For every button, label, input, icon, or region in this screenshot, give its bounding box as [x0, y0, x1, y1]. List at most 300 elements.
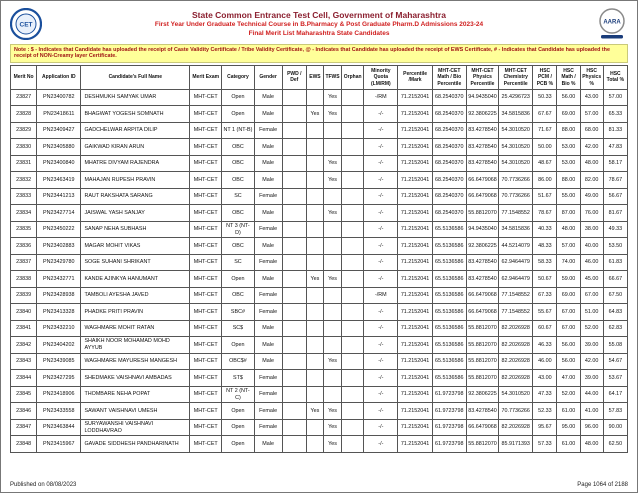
table-cell	[282, 320, 306, 337]
table-cell: Male	[254, 353, 282, 370]
table-cell: 71.2152041	[398, 304, 432, 321]
table-cell: Yes	[323, 419, 341, 436]
table-cell: 57.00	[603, 89, 627, 106]
table-cell: Yes	[323, 155, 341, 172]
table-cell: 71.2152041	[398, 89, 432, 106]
table-cell: 45.00	[580, 271, 603, 288]
table-cell: 48.33	[533, 238, 557, 255]
table-cell: 51.67	[533, 188, 557, 205]
table-header-row	[11, 65, 628, 89]
table-cell: BHAGWAT YOGESH SOMNATH	[81, 106, 190, 123]
table-cell: 82.00	[580, 172, 603, 189]
table-cell: 68.00	[580, 122, 603, 139]
table-cell: 56.00	[557, 89, 580, 106]
table-cell: 23844	[11, 370, 37, 387]
table-cell: OBC	[222, 155, 254, 172]
table-cell: 34.5815836	[499, 106, 533, 123]
column-header: MHT-CET Math / Bio Percentile	[432, 65, 466, 89]
table-cell: 71.2152041	[398, 370, 432, 387]
table-cell: SBC#	[222, 304, 254, 321]
table-cell: 64.83	[603, 304, 627, 321]
table-cell: 90.00	[603, 419, 627, 436]
table-cell: 82.2026928	[499, 370, 533, 387]
table-cell: 52.33	[533, 403, 557, 420]
table-cell	[323, 370, 341, 387]
table-cell: 65.5136586	[432, 353, 466, 370]
table-cell: MHT-CET	[190, 370, 222, 387]
table-cell: Female	[254, 403, 282, 420]
table-cell: OBC	[222, 238, 254, 255]
table-cell: PN23405880	[37, 139, 81, 156]
table-cell: 62.50	[603, 436, 627, 453]
table-cell: MHT-CET	[190, 287, 222, 304]
table-cell	[306, 353, 323, 370]
table-cell: 83.4278540	[466, 122, 498, 139]
table-cell: 67.00	[557, 320, 580, 337]
table-cell: 43.00	[580, 89, 603, 106]
table-cell: 55.8812070	[466, 320, 498, 337]
table-cell: 92.3806225	[466, 106, 498, 123]
table-cell: Yes	[323, 89, 341, 106]
table-cell: 23839	[11, 287, 37, 304]
table-cell: 23842	[11, 337, 37, 354]
table-cell: 23840	[11, 304, 37, 321]
table-cell: KANDE AJINKYA HANUMANT	[81, 271, 190, 288]
table-row	[11, 221, 628, 238]
table-cell: 54.3010520	[499, 139, 533, 156]
page-footer	[10, 480, 628, 488]
table-cell: 78.67	[533, 205, 557, 222]
table-cell: ST$	[222, 370, 254, 387]
table-cell	[342, 353, 364, 370]
table-cell: 59.00	[557, 271, 580, 288]
table-cell: 39.00	[580, 370, 603, 387]
table-cell	[306, 436, 323, 453]
table-cell: JAISWAL YASH SANJAY	[81, 205, 190, 222]
table-cell: 71.2152041	[398, 139, 432, 156]
table-cell: MHT-CET	[190, 304, 222, 321]
table-cell	[342, 238, 364, 255]
table-cell: -/-	[364, 205, 398, 222]
table-cell: 55.00	[557, 188, 580, 205]
column-header: Merit Exam	[190, 65, 222, 89]
table-cell: PN23450222	[37, 221, 81, 238]
table-cell	[342, 188, 364, 205]
table-cell: 53.50	[603, 238, 627, 255]
table-cell: -/-	[364, 155, 398, 172]
table-cell: 66.6479068	[466, 287, 498, 304]
table-cell: 46.00	[580, 254, 603, 271]
table-cell: 48.00	[580, 155, 603, 172]
table-cell	[282, 155, 306, 172]
table-cell: Male	[254, 172, 282, 189]
table-cell: 53.00	[557, 139, 580, 156]
table-cell	[282, 419, 306, 436]
table-cell	[342, 287, 364, 304]
table-cell: 65.5136586	[432, 238, 466, 255]
table-cell: 47.00	[557, 370, 580, 387]
table-cell	[323, 188, 341, 205]
table-cell	[282, 205, 306, 222]
table-cell: PN23433558	[37, 403, 81, 420]
table-row	[11, 254, 628, 271]
table-cell: Male	[254, 106, 282, 123]
table-cell: MHT-CET	[190, 254, 222, 271]
table-cell	[342, 221, 364, 238]
table-cell	[342, 271, 364, 288]
table-cell: 23836	[11, 238, 37, 255]
column-header: TFWS	[323, 65, 341, 89]
table-cell: 23845	[11, 386, 37, 403]
table-cell	[342, 436, 364, 453]
table-cell: MHT-CET	[190, 155, 222, 172]
table-cell: PN23415967	[37, 436, 81, 453]
table-cell	[282, 238, 306, 255]
table-cell: Male	[254, 436, 282, 453]
table-cell: 92.3806225	[466, 238, 498, 255]
table-cell: 56.00	[557, 353, 580, 370]
table-cell: 65.5136586	[432, 254, 466, 271]
table-cell: 68.2540370	[432, 205, 466, 222]
table-cell	[306, 122, 323, 139]
table-cell	[342, 419, 364, 436]
table-cell: Female	[254, 304, 282, 321]
table-cell: 55.8812070	[466, 353, 498, 370]
table-cell: 48.67	[533, 155, 557, 172]
table-cell: DESHMUKH SAMYAK UMAR	[81, 89, 190, 106]
table-cell: PN23413328	[37, 304, 81, 321]
table-cell	[323, 122, 341, 139]
table-cell: Open	[222, 403, 254, 420]
table-cell: MAGAR MOHIT VIKAS	[81, 238, 190, 255]
table-cell: Yes	[323, 106, 341, 123]
table-cell: Open	[222, 271, 254, 288]
table-cell: 57.33	[533, 436, 557, 453]
table-cell: MHT-CET	[190, 221, 222, 238]
table-cell: 71.2152041	[398, 436, 432, 453]
table-cell: 67.00	[580, 287, 603, 304]
page-number: Page 1064 of 2188	[577, 482, 628, 488]
table-cell: SHEDMAKE VAISHNAVI AMBADAS	[81, 370, 190, 387]
table-cell: 66.6479068	[466, 172, 498, 189]
table-cell: -/-	[364, 353, 398, 370]
table-cell: 82.2026928	[499, 320, 533, 337]
table-cell: -/-	[364, 370, 398, 387]
table-cell: OBC	[222, 205, 254, 222]
table-cell: PN23409427	[37, 122, 81, 139]
table-cell: 81.67	[603, 205, 627, 222]
table-cell: 42.00	[580, 353, 603, 370]
table-row	[11, 238, 628, 255]
table-cell: 65.5136586	[432, 337, 466, 354]
table-cell: -/RM	[364, 89, 398, 106]
table-cell: THOMBARE NEHA POPAT	[81, 386, 190, 403]
table-cell: 66.6479068	[466, 304, 498, 321]
table-cell: 78.67	[603, 172, 627, 189]
table-cell: 38.00	[580, 221, 603, 238]
table-cell: 50.00	[533, 139, 557, 156]
table-cell: 44.5214079	[499, 238, 533, 255]
table-cell: Male	[254, 205, 282, 222]
table-cell: 62.83	[603, 320, 627, 337]
table-cell: -/-	[364, 403, 398, 420]
table-cell: 71.2152041	[398, 403, 432, 420]
table-cell: 71.2152041	[398, 188, 432, 205]
table-row	[11, 155, 628, 172]
table-cell: Male	[254, 271, 282, 288]
table-cell: 65.33	[603, 106, 627, 123]
table-cell: 55.8812070	[466, 337, 498, 354]
table-cell: -/-	[364, 172, 398, 189]
table-cell: 68.2540370	[432, 188, 466, 205]
table-cell: 65.5136586	[432, 370, 466, 387]
table-cell: 83.4278540	[466, 254, 498, 271]
table-cell: 52.00	[580, 320, 603, 337]
table-cell: SAWANT VAISHNAVI UMESH	[81, 403, 190, 420]
table-cell	[282, 89, 306, 106]
table-cell: 61.9723798	[432, 419, 466, 436]
table-cell: MHT-CET	[190, 205, 222, 222]
table-cell: 83.4278540	[466, 155, 498, 172]
table-cell: Open	[222, 337, 254, 354]
table-cell: SC	[222, 254, 254, 271]
table-cell: 55.67	[533, 304, 557, 321]
table-cell: 49.33	[603, 221, 627, 238]
table-cell: RAUT RAKSHATA SARANG	[81, 188, 190, 205]
table-cell: SC$	[222, 320, 254, 337]
table-cell: 71.2152041	[398, 271, 432, 288]
table-cell: 23846	[11, 403, 37, 420]
table-cell: 58.33	[533, 254, 557, 271]
aara-logo-icon	[596, 7, 628, 41]
table-cell	[306, 320, 323, 337]
table-cell: 54.3010520	[499, 155, 533, 172]
table-cell: SC	[222, 188, 254, 205]
table-cell: 82.2026928	[499, 353, 533, 370]
table-cell: 77.1548552	[499, 287, 533, 304]
table-cell	[323, 320, 341, 337]
table-cell	[342, 304, 364, 321]
table-cell: Male	[254, 337, 282, 354]
cet-logo-icon	[10, 7, 42, 41]
table-row	[11, 304, 628, 321]
table-cell: 71.2152041	[398, 254, 432, 271]
table-cell	[342, 386, 364, 403]
table-cell: -/-	[364, 304, 398, 321]
table-cell: GAIKWAD KIRAN ARUN	[81, 139, 190, 156]
column-header: Application ID	[37, 65, 81, 89]
table-cell: OBC	[222, 139, 254, 156]
table-cell: PN23400840	[37, 155, 81, 172]
table-cell: 23841	[11, 320, 37, 337]
table-cell	[282, 188, 306, 205]
table-cell: 66.6479068	[466, 419, 498, 436]
table-cell: 49.00	[580, 188, 603, 205]
table-cell: 88.00	[557, 172, 580, 189]
table-cell: PN23427295	[37, 370, 81, 387]
table-cell: Yes	[323, 172, 341, 189]
table-cell: NT 3 (NT-D)	[222, 221, 254, 238]
table-cell: 61.9723798	[432, 403, 466, 420]
table-row	[11, 287, 628, 304]
table-cell: MHT-CET	[190, 403, 222, 420]
table-cell: -/-	[364, 419, 398, 436]
table-row	[11, 271, 628, 288]
table-cell: PN23463844	[37, 419, 81, 436]
table-cell: WAGHMARE MAYURESH MANGESH	[81, 353, 190, 370]
table-cell: SOGE SUHANI SHRIKANT	[81, 254, 190, 271]
table-cell: 67.67	[533, 106, 557, 123]
table-cell: MHT-CET	[190, 337, 222, 354]
table-cell	[342, 205, 364, 222]
table-cell: GADCHELWAR ARPITA DILIP	[81, 122, 190, 139]
table-cell: -/-	[364, 139, 398, 156]
table-cell: 68.2540370	[432, 139, 466, 156]
table-cell: 47.33	[533, 386, 557, 403]
table-cell: 82.2026928	[499, 337, 533, 354]
table-cell: MAHAJAN RUPESH PRAVIN	[81, 172, 190, 189]
table-cell: MHT-CET	[190, 122, 222, 139]
table-cell: 71.67	[533, 122, 557, 139]
page-subtitle-2: Final Merit List Maharashtra State Candidates	[248, 30, 390, 38]
column-header: HSC Math / Bio %	[557, 65, 580, 89]
table-cell: 55.8812070	[466, 436, 498, 453]
column-header: HSC Total %	[603, 65, 627, 89]
table-cell: 50.67	[533, 271, 557, 288]
table-cell: 40.33	[533, 221, 557, 238]
table-cell	[306, 370, 323, 387]
table-cell: 71.2152041	[398, 106, 432, 123]
table-cell	[342, 106, 364, 123]
table-cell: 83.4278540	[466, 139, 498, 156]
table-cell	[342, 155, 364, 172]
table-cell: 47.83	[603, 139, 627, 156]
table-cell: TAMBOLI AYESHA JAVED	[81, 287, 190, 304]
table-cell: 23830	[11, 139, 37, 156]
table-cell: Yes	[306, 271, 323, 288]
table-cell: 92.3806225	[466, 386, 498, 403]
table-cell	[282, 304, 306, 321]
table-row	[11, 436, 628, 453]
table-cell: 68.2540370	[432, 106, 466, 123]
table-cell: 39.00	[580, 337, 603, 354]
table-cell	[282, 386, 306, 403]
table-cell: 71.2152041	[398, 221, 432, 238]
table-cell: 50.33	[533, 89, 557, 106]
table-cell: 25.4296723	[499, 89, 533, 106]
column-header: HSC PCM / PCB %	[533, 65, 557, 89]
table-cell: 96.00	[580, 419, 603, 436]
table-row	[11, 370, 628, 387]
table-cell: PN23400782	[37, 89, 81, 106]
table-cell: 68.2540370	[432, 122, 466, 139]
table-cell: 65.5136586	[432, 287, 466, 304]
table-cell: PN23441213	[37, 188, 81, 205]
table-cell	[282, 106, 306, 123]
table-cell: OBC	[222, 172, 254, 189]
table-row	[11, 172, 628, 189]
table-cell: Yes	[323, 271, 341, 288]
table-cell: 23848	[11, 436, 37, 453]
table-cell	[342, 89, 364, 106]
table-cell: 67.50	[603, 287, 627, 304]
table-cell: 54.67	[603, 353, 627, 370]
table-row	[11, 106, 628, 123]
table-cell: 69.00	[557, 287, 580, 304]
table-cell: 57.00	[557, 238, 580, 255]
table-cell: 95.00	[557, 419, 580, 436]
table-body	[11, 89, 628, 452]
aara-logo-text: AARA	[603, 19, 621, 26]
table-cell: Open	[222, 89, 254, 106]
table-cell: PN23432771	[37, 271, 81, 288]
column-header: HSC Physics %	[580, 65, 603, 89]
table-cell: -/-	[364, 254, 398, 271]
column-header: MHT-CET Chemistry Percentile	[499, 65, 533, 89]
table-cell: Female	[254, 122, 282, 139]
table-cell: SURYAWANSHI VAISHNAVI LODDHAVRAO	[81, 419, 190, 436]
table-cell: 54.3010520	[499, 386, 533, 403]
table-cell: Yes	[306, 403, 323, 420]
page-title: State Common Entrance Test Cell, Government of Maharashtra	[192, 9, 446, 20]
table-cell: 67.33	[533, 287, 557, 304]
table-cell: Female	[254, 370, 282, 387]
table-cell: 61.83	[603, 254, 627, 271]
table-cell: -/-	[364, 188, 398, 205]
table-cell: MHT-CET	[190, 353, 222, 370]
table-cell: 71.2152041	[398, 155, 432, 172]
table-cell	[282, 337, 306, 354]
table-cell: 94.9435040	[466, 221, 498, 238]
table-cell: 70.7736266	[499, 188, 533, 205]
table-cell	[282, 122, 306, 139]
table-cell: 70.7736266	[499, 403, 533, 420]
table-cell: MHT-CET	[190, 188, 222, 205]
table-cell	[306, 254, 323, 271]
table-cell: 56.00	[557, 337, 580, 354]
table-cell: 69.00	[557, 106, 580, 123]
table-cell	[282, 254, 306, 271]
table-cell: Yes	[323, 403, 341, 420]
table-cell: MHT-CET	[190, 172, 222, 189]
table-cell: Yes	[306, 106, 323, 123]
table-cell: -/-	[364, 386, 398, 403]
table-cell: 85.9171393	[499, 436, 533, 453]
table-cell: Open	[222, 106, 254, 123]
table-cell: 65.5136586	[432, 271, 466, 288]
table-row	[11, 89, 628, 106]
table-cell: 55.8812070	[466, 205, 498, 222]
table-cell: 61.9723798	[432, 386, 466, 403]
table-cell: 23827	[11, 89, 37, 106]
table-cell	[306, 419, 323, 436]
table-cell	[323, 304, 341, 321]
table-cell	[323, 139, 341, 156]
table-cell: Yes	[323, 205, 341, 222]
table-cell: 66.6479068	[466, 188, 498, 205]
table-cell: -/-	[364, 320, 398, 337]
table-cell: 40.00	[580, 238, 603, 255]
table-cell	[323, 221, 341, 238]
table-cell: MHT-CET	[190, 386, 222, 403]
table-cell: 83.4278540	[466, 403, 498, 420]
table-cell	[282, 370, 306, 387]
table-cell: PN23404202	[37, 337, 81, 354]
table-cell: 23843	[11, 353, 37, 370]
table-cell: MHT-CET	[190, 271, 222, 288]
table-row	[11, 139, 628, 156]
table-cell: 44.00	[580, 386, 603, 403]
